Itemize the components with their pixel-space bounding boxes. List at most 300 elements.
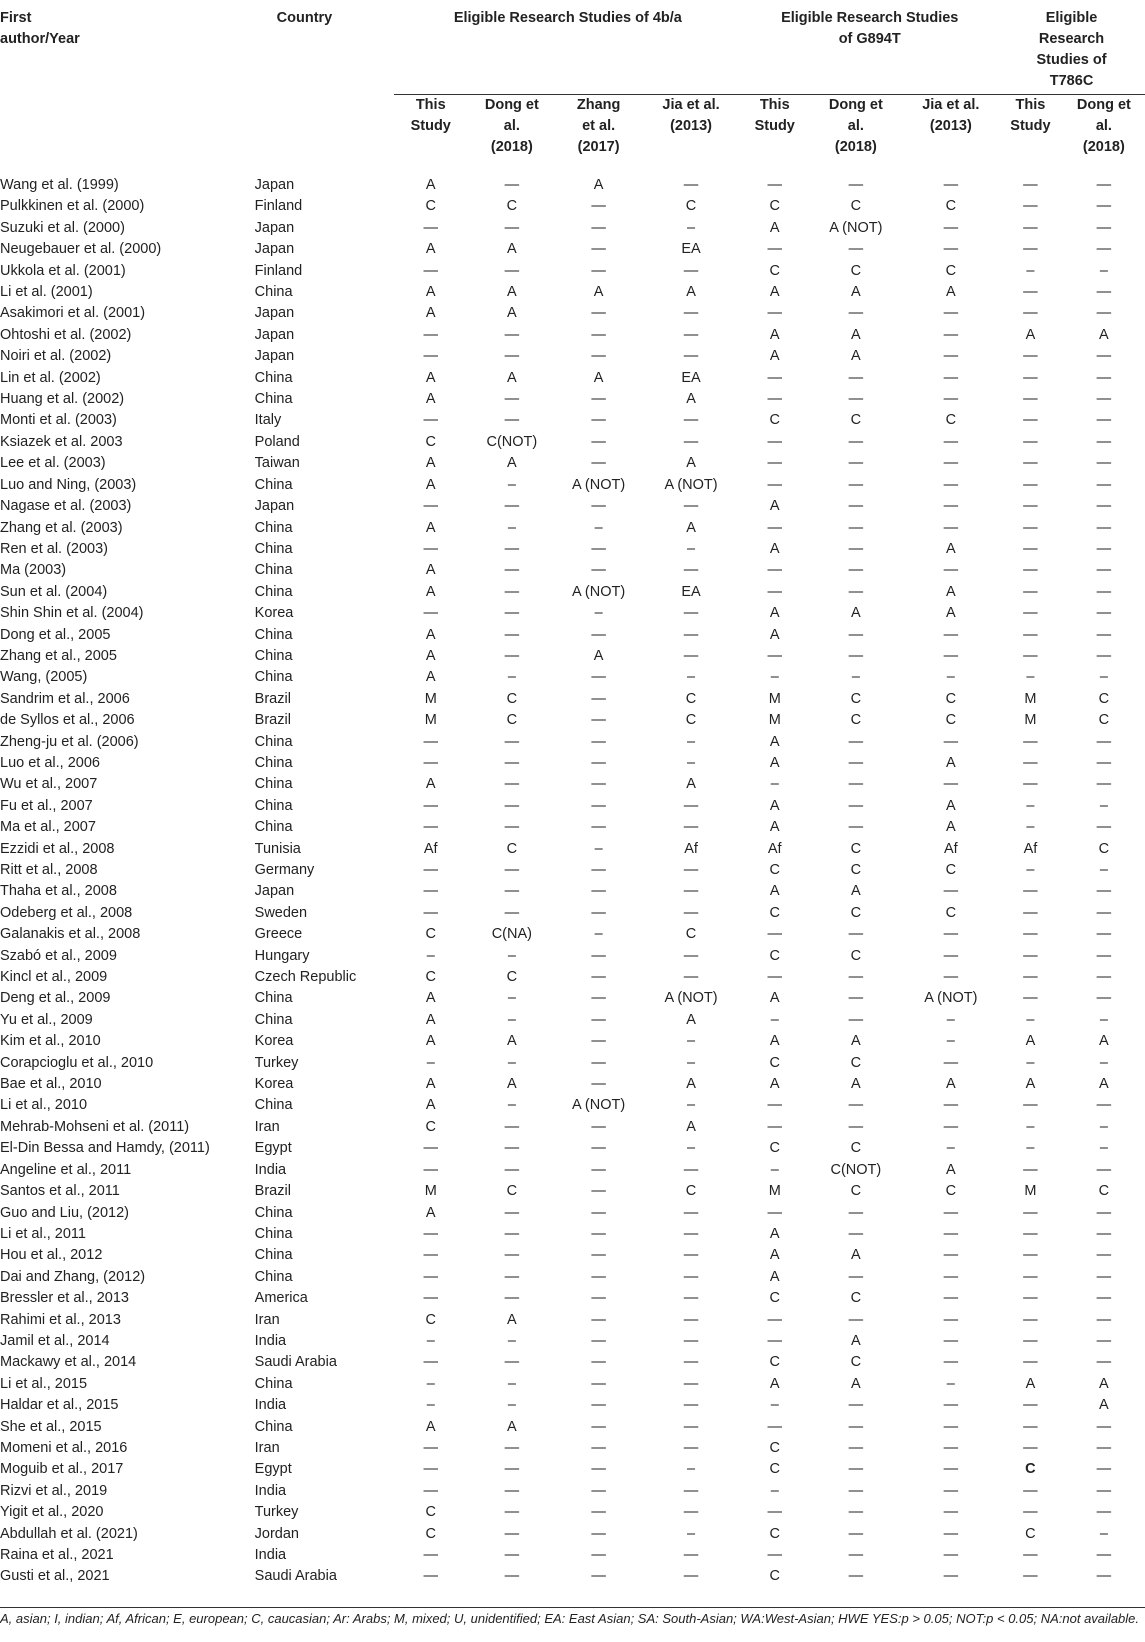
value-cell: —: [1023, 1418, 1038, 1435]
table-row: [0, 1566, 1145, 1587]
value-cell: C: [1025, 1461, 1036, 1478]
value-cell: –: [1099, 1118, 1108, 1135]
country-cell: Turkey: [254, 1054, 299, 1071]
table-row: [0, 881, 1145, 902]
author-cell: de Syllos et al., 2006: [0, 712, 135, 729]
table-row: [0, 1417, 1145, 1438]
value-cell: A: [425, 391, 436, 408]
value-cell: A (NOT): [829, 219, 883, 236]
value-cell: —: [767, 1118, 782, 1135]
value-cell: —: [504, 1547, 520, 1563]
value-cell: A: [769, 819, 780, 836]
value-cell: A: [425, 1033, 436, 1050]
value-cell: C: [506, 198, 518, 215]
value-cell: —: [423, 1439, 438, 1456]
value-cell: —: [848, 519, 864, 536]
author-cell: Ritt et al., 2008: [0, 862, 98, 878]
value-cell: —: [423, 1482, 438, 1499]
value-cell: —: [943, 969, 959, 986]
value-cell: C: [425, 1504, 436, 1521]
country-cell: China: [254, 1204, 293, 1221]
value-cell: —: [1023, 455, 1038, 472]
value-cell: —: [1096, 754, 1112, 771]
value-cell: —: [1023, 284, 1038, 301]
author-cell: Abdullah et al. (2021): [0, 1525, 138, 1542]
table-row: [0, 346, 1145, 367]
value-cell: –: [507, 476, 516, 493]
value-cell: —: [943, 926, 959, 943]
table-row: [0, 368, 1145, 389]
value-cell: A: [851, 1247, 861, 1264]
table-row: [0, 1310, 1145, 1331]
value-cell: —: [767, 1204, 782, 1221]
value-cell: —: [1096, 1225, 1112, 1242]
author-cell: Galanakis et al., 2008: [0, 926, 141, 943]
country-cell: Egypt: [254, 1461, 292, 1478]
value-cell: —: [591, 819, 606, 836]
value-cell: —: [683, 626, 699, 643]
value-cell: A: [851, 348, 861, 365]
value-cell: C: [850, 947, 862, 964]
author-cell: Luo and Ning, (2003): [0, 476, 137, 493]
value-cell: —: [1096, 1097, 1112, 1114]
value-cell: —: [423, 219, 438, 236]
author-cell: Noiri et al. (2002): [0, 348, 112, 365]
author-cell: Santos et al., 2011: [0, 1183, 120, 1200]
author-cell: Monti et al. (2003): [0, 412, 117, 429]
value-cell: —: [591, 455, 606, 472]
value-cell: —: [504, 1247, 520, 1264]
value-cell: A: [686, 284, 696, 301]
value-cell: –: [687, 1140, 696, 1157]
table-row: [0, 239, 1145, 260]
value-cell: –: [687, 219, 696, 236]
table-row: [0, 689, 1145, 710]
value-cell: A: [769, 1225, 780, 1242]
value-cell: –: [770, 1482, 779, 1499]
country-cell: Japan: [254, 326, 295, 343]
value-cell: M: [424, 1183, 437, 1200]
value-cell: —: [591, 883, 606, 900]
country-cell: Sweden: [254, 904, 308, 921]
author-cell: Kincl et al., 2009: [0, 969, 108, 986]
value-cell: M: [768, 1183, 781, 1200]
value-cell: C: [769, 1568, 780, 1585]
author-cell: Mehrab-Mohseni et al. (2011): [0, 1118, 190, 1135]
value-cell: —: [1023, 947, 1038, 964]
value-cell: A: [946, 1161, 956, 1178]
value-cell: —: [767, 1311, 782, 1328]
value-cell: —: [1096, 391, 1112, 408]
author-cell: Asakimori et al. (2001): [0, 305, 146, 322]
value-cell: C: [850, 262, 862, 279]
value-cell: M: [424, 690, 437, 707]
value-cell: —: [1023, 733, 1038, 750]
table-row: [0, 1524, 1145, 1545]
author-cell: Deng et al., 2009: [0, 990, 111, 1007]
value-cell: A: [769, 498, 780, 515]
value-cell: C: [769, 412, 780, 429]
value-cell: —: [504, 262, 520, 279]
table-row: [0, 325, 1145, 346]
value-cell: —: [683, 177, 699, 193]
value-cell: —: [848, 1547, 864, 1563]
value-cell: —: [943, 1354, 959, 1371]
value-cell: —: [683, 647, 699, 664]
author-cell: Ezzidi et al., 2008: [0, 840, 115, 857]
value-cell: A: [425, 519, 436, 536]
value-cell: —: [591, 1375, 606, 1392]
value-cell: —: [943, 219, 959, 236]
value-cell: —: [1023, 1247, 1038, 1264]
value-cell: —: [943, 626, 959, 643]
value-cell: —: [943, 348, 959, 365]
value-cell: —: [423, 412, 438, 429]
country-cell: Korea: [254, 1076, 294, 1093]
value-cell: —: [1096, 1439, 1112, 1456]
country-cell: Greece: [254, 926, 303, 943]
value-cell: —: [683, 433, 699, 450]
country-cell: Japan: [254, 219, 295, 236]
value-cell: —: [591, 1118, 606, 1135]
value-cell: —: [504, 1568, 520, 1585]
author-cell: Wu et al., 2007: [0, 776, 98, 793]
value-cell: –: [687, 733, 696, 750]
table-row: [0, 1203, 1145, 1224]
value-cell: —: [1023, 241, 1038, 258]
value-cell: —: [504, 391, 520, 408]
value-cell: —: [683, 1397, 699, 1414]
value-cell: —: [848, 819, 864, 836]
value-cell: A: [769, 1033, 780, 1050]
value-cell: —: [423, 883, 438, 900]
value-cell: A: [769, 326, 780, 343]
value-cell: —: [504, 1204, 520, 1221]
value-cell: —: [683, 1375, 699, 1392]
country-cell: China: [254, 369, 293, 386]
author-cell: Lee et al. (2003): [0, 455, 106, 472]
value-cell: –: [687, 1525, 696, 1542]
value-cell: —: [591, 1354, 606, 1371]
value-cell: –: [1099, 1011, 1108, 1028]
author-cell: Bae et al., 2010: [0, 1076, 102, 1093]
value-cell: —: [848, 1482, 864, 1499]
value-cell: A: [851, 605, 861, 622]
value-cell: —: [683, 348, 699, 365]
value-cell: —: [683, 883, 699, 900]
author-cell: Ren et al. (2003): [0, 540, 109, 557]
value-cell: C: [425, 1311, 436, 1328]
value-cell: —: [591, 904, 606, 921]
value-cell: —: [423, 819, 438, 836]
value-cell: —: [423, 754, 438, 771]
value-cell: —: [683, 1161, 699, 1178]
value-cell: —: [1096, 1268, 1112, 1285]
value-cell: –: [770, 1161, 779, 1178]
value-cell: A (NOT): [664, 476, 718, 493]
value-cell: —: [504, 797, 520, 814]
value-cell: –: [1099, 1054, 1108, 1071]
value-cell: —: [1096, 1290, 1112, 1307]
value-cell: —: [1023, 305, 1038, 322]
author-cell: Raina et al., 2021: [0, 1547, 114, 1563]
value-cell: A: [507, 455, 517, 472]
table-row: [0, 774, 1145, 795]
value-cell: C: [1098, 1183, 1110, 1200]
value-cell: A: [769, 348, 780, 365]
value-cell: —: [1096, 433, 1112, 450]
value-cell: A: [769, 733, 780, 750]
value-cell: —: [1096, 519, 1112, 536]
value-cell: –: [687, 1033, 696, 1050]
table-row: [0, 218, 1145, 239]
author-cell: Gusti et al., 2021: [0, 1568, 110, 1585]
value-cell: —: [943, 1547, 959, 1563]
value-cell: —: [767, 969, 782, 986]
value-cell: C: [506, 712, 518, 729]
value-cell: —: [591, 1525, 606, 1542]
value-cell: C: [685, 712, 697, 729]
value-cell: —: [423, 326, 438, 343]
value-cell: —: [943, 1247, 959, 1264]
value-cell: —: [1023, 1439, 1038, 1456]
author-cell: Dong et al., 2005: [0, 626, 111, 643]
value-cell: EA: [681, 583, 701, 600]
value-cell: —: [504, 1525, 520, 1542]
value-cell: —: [1023, 177, 1038, 193]
author-cell: Huang et al. (2002): [0, 391, 125, 408]
value-cell: —: [943, 1525, 959, 1542]
subheader-4ba-0: This Study: [410, 97, 451, 134]
value-cell: —: [1096, 1247, 1112, 1264]
value-cell: —: [767, 305, 782, 322]
value-cell: –: [426, 1332, 435, 1349]
value-cell: C: [850, 412, 862, 429]
value-cell: A: [769, 754, 780, 771]
value-cell: A (NOT): [572, 583, 626, 600]
value-cell: —: [848, 391, 864, 408]
value-cell: —: [767, 1332, 782, 1349]
value-cell: C: [769, 1354, 780, 1371]
value-cell: Af: [767, 840, 782, 857]
value-cell: —: [1096, 583, 1112, 600]
value-cell: A: [946, 284, 956, 301]
value-cell: —: [504, 1268, 520, 1285]
value-cell: —: [683, 904, 699, 921]
value-cell: —: [504, 498, 520, 515]
value-cell: —: [1023, 969, 1038, 986]
table-row: [0, 1502, 1145, 1523]
value-cell: —: [591, 433, 606, 450]
value-cell: —: [848, 1118, 864, 1135]
value-cell: —: [423, 862, 438, 878]
value-cell: A: [425, 1204, 436, 1221]
value-cell: C: [850, 1140, 862, 1157]
country-cell: Japan: [254, 883, 295, 900]
value-cell: —: [1096, 1504, 1112, 1521]
country-cell: China: [254, 754, 293, 771]
value-cell: C: [425, 1118, 436, 1135]
value-cell: —: [504, 862, 520, 878]
author-cell: Zhang et al. (2003): [0, 519, 123, 536]
table-row: [0, 496, 1145, 517]
value-cell: C: [506, 840, 518, 857]
value-cell: A: [425, 990, 436, 1007]
value-cell: –: [687, 754, 696, 771]
value-cell: C: [850, 1183, 862, 1200]
value-cell: —: [504, 647, 520, 664]
value-cell: C(NA): [491, 926, 532, 943]
value-cell: —: [943, 326, 959, 343]
value-cell: —: [1023, 498, 1038, 515]
value-cell: —: [767, 583, 782, 600]
value-cell: —: [848, 476, 864, 493]
value-cell: —: [591, 990, 606, 1007]
value-cell: Af: [943, 840, 958, 857]
value-cell: M: [1024, 712, 1037, 729]
value-cell: –: [1026, 1140, 1035, 1157]
value-cell: —: [591, 1547, 606, 1563]
value-cell: —: [848, 498, 864, 515]
value-cell: —: [1023, 1332, 1038, 1349]
value-cell: A: [1099, 1033, 1109, 1050]
value-cell: –: [507, 990, 516, 1007]
value-cell: —: [1023, 605, 1038, 622]
value-cell: —: [943, 1311, 959, 1328]
table-row: [0, 1010, 1145, 1031]
value-cell: —: [683, 1268, 699, 1285]
value-cell: C: [850, 712, 862, 729]
value-cell: A: [686, 1011, 696, 1028]
value-cell: A: [946, 754, 956, 771]
country-cell: Tunisia: [254, 840, 301, 857]
table-row: [0, 539, 1145, 560]
value-cell: —: [1023, 562, 1038, 579]
value-cell: —: [848, 540, 864, 557]
author-cell: Thaha et al., 2008: [0, 883, 117, 900]
author-cell: Rahimi et al., 2013: [0, 1311, 121, 1328]
value-cell: –: [507, 669, 516, 686]
value-cell: —: [591, 1439, 606, 1456]
value-cell: —: [504, 1439, 520, 1456]
table-row: [0, 603, 1145, 624]
value-cell: —: [423, 498, 438, 515]
value-cell: –: [507, 1011, 516, 1028]
value-cell: —: [1023, 348, 1038, 365]
value-cell: A: [851, 883, 861, 900]
value-cell: —: [767, 433, 782, 450]
value-cell: —: [1096, 1311, 1112, 1328]
value-cell: —: [504, 540, 520, 557]
value-cell: —: [1096, 241, 1112, 258]
table-row: [0, 753, 1145, 774]
value-cell: —: [1023, 369, 1038, 386]
subheader-t786c-1: Dong et al. (2018): [1076, 97, 1131, 155]
value-cell: —: [1023, 754, 1038, 771]
value-cell: —: [1023, 1568, 1038, 1585]
value-cell: –: [770, 1011, 779, 1028]
value-cell: A: [1025, 1033, 1036, 1050]
value-cell: —: [504, 1290, 520, 1307]
author-cell: Ukkola et al. (2001): [0, 262, 126, 279]
table-row: [0, 1374, 1145, 1395]
value-cell: —: [1023, 1268, 1038, 1285]
value-cell: —: [683, 862, 699, 878]
author-cell: Jamil et al., 2014: [0, 1332, 110, 1349]
value-cell: C: [506, 1183, 518, 1200]
table-row: [0, 924, 1145, 945]
author-cell: Yigit et al., 2020: [0, 1504, 104, 1521]
value-cell: —: [591, 1290, 606, 1307]
value-cell: A: [686, 519, 696, 536]
value-cell: —: [423, 1461, 438, 1478]
value-cell: A: [425, 647, 436, 664]
value-cell: A: [1025, 1375, 1036, 1392]
value-cell: —: [767, 455, 782, 472]
group-header-g894t: [741, 8, 998, 95]
value-cell: —: [1096, 1332, 1112, 1349]
value-cell: C: [769, 1525, 780, 1542]
country-cell: Saudi Arabia: [254, 1568, 337, 1585]
value-cell: –: [1026, 1011, 1035, 1028]
value-cell: C: [850, 690, 862, 707]
value-cell: —: [683, 1418, 699, 1435]
value-cell: —: [504, 1161, 520, 1178]
value-cell: —: [848, 369, 864, 386]
value-cell: —: [943, 1097, 959, 1114]
value-cell: A: [946, 583, 956, 600]
value-cell: C: [769, 1461, 780, 1478]
author-cell: Kim et al., 2010: [0, 1033, 101, 1050]
value-cell: –: [1099, 262, 1108, 279]
value-cell: —: [591, 969, 606, 986]
table-row: [0, 1438, 1145, 1459]
value-cell: —: [591, 198, 606, 215]
value-cell: M: [424, 712, 437, 729]
value-cell: —: [848, 647, 864, 664]
value-cell: C: [769, 198, 780, 215]
value-cell: C: [506, 690, 518, 707]
value-cell: —: [591, 690, 606, 707]
table-row: [0, 967, 1145, 988]
value-cell: C(NOT): [830, 1161, 882, 1178]
value-cell: —: [943, 776, 959, 793]
country-cell: Brazil: [254, 712, 291, 729]
table-row: [0, 1267, 1145, 1288]
table-row: [0, 946, 1145, 967]
value-cell: —: [591, 1183, 606, 1200]
table-row: [0, 1160, 1145, 1181]
author-cell: Corapcioglu et al., 2010: [0, 1054, 154, 1071]
author-cell: Fu et al., 2007: [0, 797, 93, 814]
country-cell: Korea: [254, 1033, 294, 1050]
value-cell: —: [591, 305, 606, 322]
table-row: [0, 860, 1145, 881]
value-cell: –: [687, 540, 696, 557]
subheader-g894t-1: Dong et al. (2018): [828, 97, 883, 155]
value-cell: —: [683, 262, 699, 279]
value-cell: —: [767, 562, 782, 579]
country-cell: China: [254, 1247, 293, 1264]
table-row: [0, 732, 1145, 753]
value-cell: —: [423, 1290, 438, 1307]
value-cell: —: [767, 369, 782, 386]
table-row: [0, 710, 1145, 731]
value-cell: —: [1096, 990, 1112, 1007]
table-row: [0, 582, 1145, 603]
value-cell: —: [1096, 926, 1112, 943]
value-cell: M: [1024, 690, 1037, 707]
